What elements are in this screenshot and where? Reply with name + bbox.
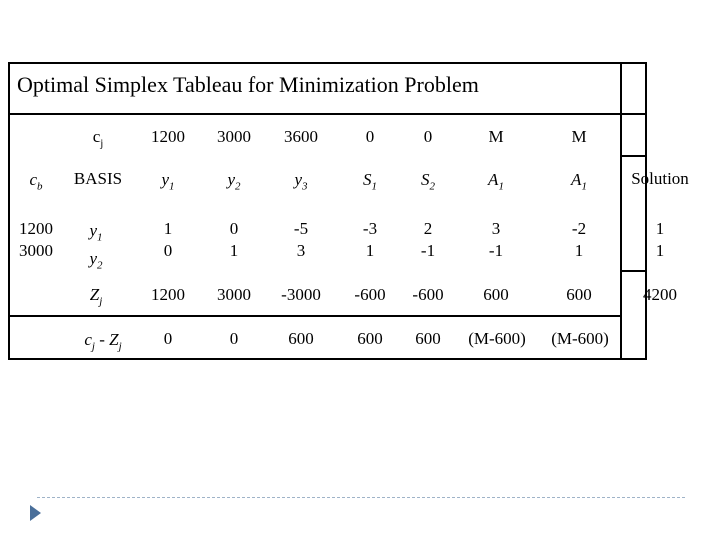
coef-value: 0 (229, 219, 239, 238)
var-header: $A_1$ (488, 170, 504, 193)
cj-zj-value: 600 (288, 329, 314, 348)
coef-value: 1 (163, 219, 173, 238)
cj-zj-value: (M-600) (551, 329, 609, 348)
coef-value: -3 (362, 219, 378, 238)
coef-value: -5 (293, 219, 309, 238)
coef-column (342, 218, 398, 262)
coef-value: -1 (488, 241, 504, 260)
zj-label: $Z_j$ (89, 285, 103, 308)
zj-row-divider (8, 315, 620, 317)
cj-value: 1200 (151, 127, 185, 146)
cj-value: 3600 (284, 127, 318, 146)
title-divider (8, 113, 647, 115)
coef-value: 0 (163, 241, 173, 260)
solution-cell-bottom (620, 270, 647, 272)
cj-label (78, 127, 118, 149)
solution-cell-top (620, 155, 647, 157)
coef-value: 3 (296, 241, 306, 260)
coef-column (551, 218, 607, 262)
cb-column (10, 218, 62, 262)
zj-value: 3000 (217, 285, 251, 304)
solution-value: 1 (655, 241, 665, 260)
coef-column (400, 218, 456, 262)
coef-column (140, 218, 196, 262)
coef-column (468, 218, 524, 262)
cj-zj-value: (M-600) (468, 329, 526, 348)
var-header: $S_2$ (421, 170, 435, 193)
coef-value: -1 (420, 241, 436, 260)
solution-value: 1 (655, 219, 665, 238)
cj-zj-value: 600 (357, 329, 383, 348)
zj-value: 1200 (151, 285, 185, 304)
solution-label: Solution (631, 169, 689, 188)
cj-zj-value: 0 (229, 329, 239, 348)
cj-zj-value: 600 (415, 329, 441, 348)
coef-column (206, 218, 262, 262)
cj-value: 0 (423, 127, 433, 146)
coef-value: 1 (229, 241, 239, 260)
coef-value: 1 (365, 241, 375, 260)
var-header: $A_1$ (571, 170, 587, 193)
title-right-divider (620, 62, 622, 360)
tableau-title: Optimal Simplex Tableau for Minimization Problem (17, 72, 479, 97)
cj-value: M (488, 127, 504, 146)
zj-value: 600 (483, 285, 509, 304)
coef-value: 1 (574, 241, 584, 260)
zj-value: -3000 (281, 285, 321, 304)
solution-column (632, 218, 688, 262)
coef-value: 2 (423, 219, 433, 238)
cb-label: $c_b$ (29, 170, 43, 193)
basis-column (72, 220, 120, 277)
coef-column (273, 218, 329, 262)
slide-bullet-arrow-icon (30, 505, 41, 521)
cj-value: 0 (365, 127, 375, 146)
coef-value: -2 (571, 219, 587, 238)
var-header: $y_3$ (294, 170, 308, 193)
cj-value: 3000 (217, 127, 251, 146)
cj-label-text: $c_j$ (92, 127, 104, 150)
coef-value: 3 (491, 219, 501, 238)
zj-value: 600 (566, 285, 592, 304)
var-header: $S_1$ (363, 170, 377, 193)
cj-zj-label: $c_j - Z_j$ (84, 330, 122, 353)
basis-label: BASIS (73, 169, 123, 188)
basis-var: $y_2$ (89, 249, 103, 272)
cj-zj-value: 0 (163, 329, 173, 348)
zj-value: -600 (354, 285, 386, 304)
zj-value: -600 (412, 285, 444, 304)
cj-value: M (571, 127, 587, 146)
cb-value: 3000 (19, 241, 53, 260)
basis-var: $y_1$ (89, 221, 103, 244)
var-header: $y_2$ (227, 170, 241, 193)
zj-solution: 4200 (643, 285, 677, 304)
var-header: $y_1$ (161, 170, 175, 193)
cb-value: 1200 (19, 219, 53, 238)
footer-divider (37, 497, 685, 498)
